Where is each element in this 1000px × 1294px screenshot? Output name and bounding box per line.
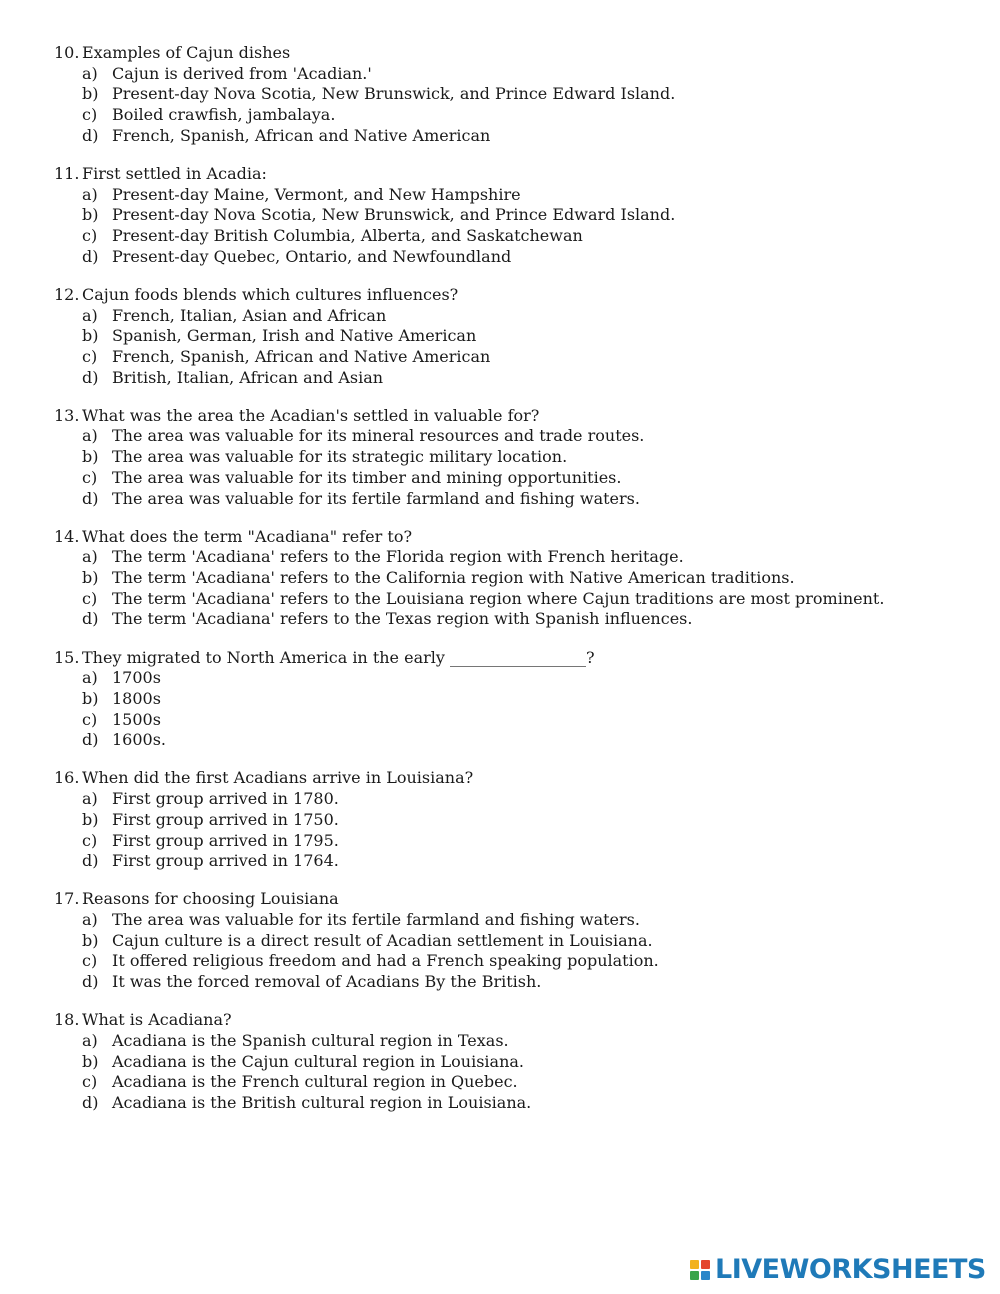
option-text: Acadiana is the British cultural region in Louisiana.: [112, 1093, 532, 1113]
option-letter: a): [82, 910, 98, 930]
option-text: 1800s: [112, 688, 161, 708]
option-letter: a): [82, 668, 98, 688]
question-line: [54, 889, 974, 910]
option-text: First group arrived in 1750.: [112, 809, 339, 829]
question-16: [54, 768, 974, 872]
option-letter: c): [82, 1072, 98, 1092]
option-text: Cajun is derived from 'Acadian.': [112, 63, 372, 83]
question-line: [54, 768, 974, 789]
option-text: Present-day Nova Scotia, New Brunswick, and Prince Edward Island.: [112, 205, 676, 225]
answer-option: [54, 547, 974, 568]
option-text: The term 'Acadiana' refers to the Texas region with Spanish influences.: [112, 609, 693, 629]
option-letter: d): [82, 125, 99, 145]
answer-option: [54, 689, 974, 710]
answer-option: [54, 568, 974, 589]
answer-option: [54, 205, 974, 226]
option-letter: a): [82, 305, 98, 325]
option-letter: c): [82, 830, 98, 850]
answer-option: [54, 789, 974, 810]
answer-option: [54, 710, 974, 731]
question-text: They migrated to North America in the early _________________?: [82, 647, 595, 667]
answer-option: [54, 1093, 974, 1114]
answer-option: [54, 84, 974, 105]
question-number: 15.: [54, 647, 80, 667]
option-text: Spanish, German, Irish and Native American: [112, 326, 477, 346]
option-text: French, Spanish, African and Native American: [112, 125, 491, 145]
option-letter: c): [82, 346, 98, 366]
question-number: 17.: [54, 889, 80, 909]
option-letter: a): [82, 789, 98, 809]
question-number: 18.: [54, 1010, 80, 1030]
option-letter: d): [82, 246, 99, 266]
option-text: It offered religious freedom and had a French speaking population.: [112, 951, 659, 971]
answer-option: [54, 489, 974, 510]
question-text: Reasons for choosing Louisiana: [82, 889, 339, 909]
question-10: [54, 43, 974, 147]
option-text: British, Italian, African and Asian: [112, 367, 384, 387]
question-17: [54, 889, 974, 993]
question-text: First settled in Acadia:: [82, 163, 267, 183]
question-text: What is Acadiana?: [82, 1010, 232, 1030]
liveworksheets-brand: [690, 1254, 986, 1285]
option-text: The area was valuable for its mineral resources and trade routes.: [112, 426, 645, 446]
question-line: [54, 164, 974, 185]
answer-option: [54, 668, 974, 689]
option-text: Present-day Quebec, Ontario, and Newfoundland: [112, 246, 512, 266]
option-text: Acadiana is the Cajun cultural region in Louisiana.: [112, 1051, 525, 1071]
option-letter: b): [82, 688, 99, 708]
option-text: It was the forced removal of Acadians By the British.: [112, 972, 542, 992]
question-13: [54, 406, 974, 510]
option-letter: a): [82, 1030, 98, 1050]
option-letter: c): [82, 467, 98, 487]
question-number: 14.: [54, 526, 80, 546]
option-letter: c): [82, 709, 98, 729]
option-text: The area was valuable for its strategic military location.: [112, 447, 568, 467]
option-text: The area was valuable for its fertile farmland and fishing waters.: [112, 910, 640, 930]
question-line: [54, 285, 974, 306]
option-letter: b): [82, 930, 99, 950]
option-letter: b): [82, 568, 99, 588]
option-letter: b): [82, 1051, 99, 1071]
worksheet: [54, 43, 974, 1131]
answer-option: [54, 105, 974, 126]
option-letter: d): [82, 1093, 99, 1113]
option-text: The term 'Acadiana' refers to the Louisiana region where Cajun traditions are most prominent.: [112, 588, 885, 608]
answer-option: [54, 951, 974, 972]
answer-option: [54, 185, 974, 206]
answer-option: [54, 1031, 974, 1052]
option-letter: d): [82, 851, 99, 871]
option-letter: c): [82, 588, 98, 608]
option-letter: a): [82, 547, 98, 567]
question-15: [54, 648, 974, 752]
option-letter: b): [82, 447, 99, 467]
option-text: Present-day Maine, Vermont, and New Hampshire: [112, 184, 521, 204]
answer-option: [54, 730, 974, 751]
answer-option: [54, 931, 974, 952]
option-letter: d): [82, 488, 99, 508]
liveworksheets-logo-icon: [690, 1260, 710, 1280]
logo-tile: [701, 1271, 710, 1280]
option-letter: d): [82, 730, 99, 750]
option-text: Boiled crawfish, jambalaya.: [112, 105, 336, 125]
option-text: First group arrived in 1780.: [112, 789, 339, 809]
answer-option: [54, 831, 974, 852]
question-line: [54, 1010, 974, 1031]
answer-option: [54, 810, 974, 831]
answer-option: [54, 589, 974, 610]
option-text: 1700s: [112, 668, 161, 688]
question-number: 11.: [54, 163, 80, 183]
question-number: 10.: [54, 43, 80, 62]
question-12: [54, 285, 974, 389]
question-text: What does the term "Acadiana" refer to?: [82, 526, 413, 546]
question-line: [54, 43, 974, 64]
option-text: Present-day British Columbia, Alberta, and Saskatchewan: [112, 226, 583, 246]
logo-tile: [701, 1260, 710, 1269]
option-letter: a): [82, 426, 98, 446]
question-number: 13.: [54, 405, 80, 425]
option-letter: c): [82, 226, 98, 246]
answer-option: [54, 1052, 974, 1073]
question-line: [54, 527, 974, 548]
option-text: The area was valuable for its fertile farmland and fishing waters.: [112, 488, 640, 508]
answer-option: [54, 247, 974, 268]
answer-option: [54, 326, 974, 347]
answer-option: [54, 609, 974, 630]
option-letter: c): [82, 105, 98, 125]
answer-option: [54, 447, 974, 468]
logo-tile: [690, 1271, 699, 1280]
option-letter: a): [82, 63, 98, 83]
logo-tile: [690, 1260, 699, 1269]
answer-option: [54, 910, 974, 931]
option-letter: d): [82, 367, 99, 387]
option-text: First group arrived in 1795.: [112, 830, 339, 850]
option-text: The term 'Acadiana' refers to the Florida region with French heritage.: [112, 547, 684, 567]
answer-option: [54, 126, 974, 147]
question-text: When did the first Acadians arrive in Louisiana?: [82, 768, 474, 788]
option-letter: b): [82, 84, 99, 104]
question-number: 12.: [54, 284, 80, 304]
option-text: French, Spanish, African and Native American: [112, 346, 491, 366]
question-line: [54, 648, 974, 669]
question-text: What was the area the Acadian's settled in valuable for?: [82, 405, 540, 425]
option-text: French, Italian, Asian and African: [112, 305, 387, 325]
answer-option: [54, 64, 974, 85]
option-letter: d): [82, 972, 99, 992]
answer-option: [54, 306, 974, 327]
option-letter: a): [82, 184, 98, 204]
question-text: Cajun foods blends which cultures influences?: [82, 284, 459, 304]
option-letter: d): [82, 609, 99, 629]
option-text: Cajun culture is a direct result of Acadian settlement in Louisiana.: [112, 930, 653, 950]
answer-option: [54, 347, 974, 368]
question-text: Examples of Cajun dishes: [82, 43, 291, 62]
question-number: 16.: [54, 768, 80, 788]
option-text: 1600s.: [112, 730, 167, 750]
answer-option: [54, 426, 974, 447]
option-text: 1500s: [112, 709, 161, 729]
answer-option: [54, 851, 974, 872]
option-letter: b): [82, 809, 99, 829]
option-text: The area was valuable for its timber and mining opportunities.: [112, 467, 622, 487]
option-text: First group arrived in 1764.: [112, 851, 339, 871]
answer-option: [54, 226, 974, 247]
brand-name: LIVEWORKSHEETS: [715, 1254, 986, 1285]
option-text: The term 'Acadiana' refers to the California region with Native American traditions.: [112, 568, 795, 588]
option-letter: c): [82, 951, 98, 971]
question-18: [54, 1010, 974, 1114]
option-letter: b): [82, 326, 99, 346]
question-line: [54, 406, 974, 427]
option-letter: b): [82, 205, 99, 225]
question-14: [54, 527, 974, 631]
question-11: [54, 164, 974, 268]
option-text: Present-day Nova Scotia, New Brunswick, and Prince Edward Island.: [112, 84, 676, 104]
answer-option: [54, 368, 974, 389]
option-text: Acadiana is the Spanish cultural region in Texas.: [112, 1030, 509, 1050]
answer-option: [54, 1072, 974, 1093]
answer-option: [54, 972, 974, 993]
option-text: Acadiana is the French cultural region in Quebec.: [112, 1072, 518, 1092]
answer-option: [54, 468, 974, 489]
